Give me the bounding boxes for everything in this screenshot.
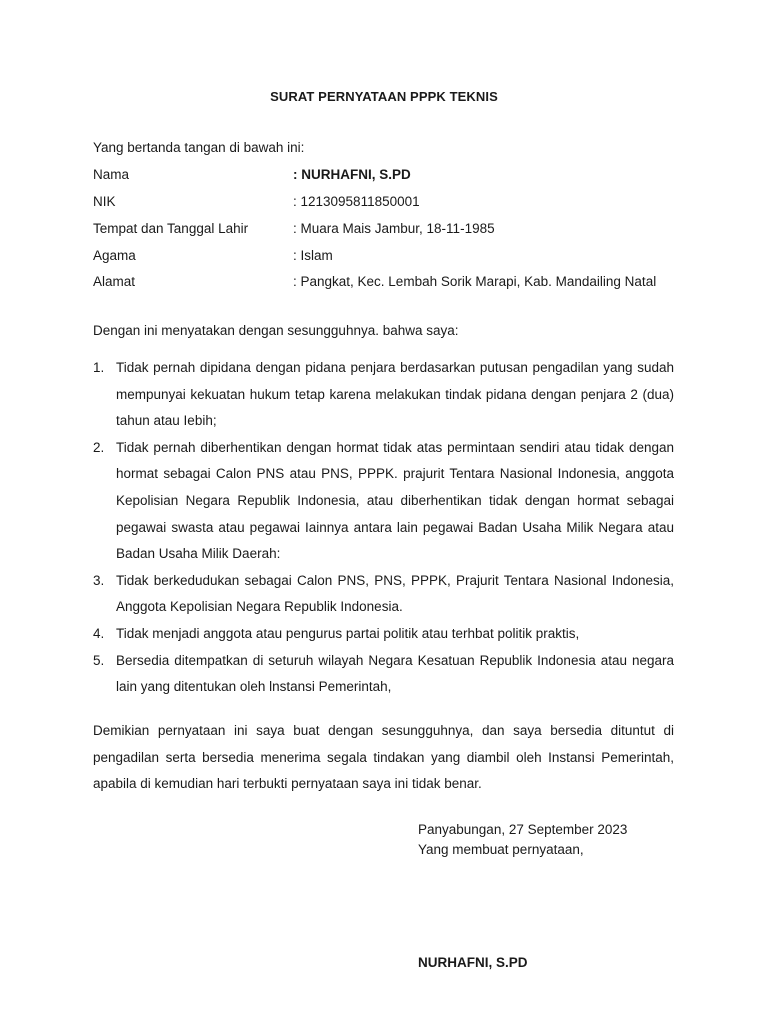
- field-value: : NURHAFNI, S.PD: [293, 167, 411, 182]
- field-value: : 1213095811850001: [293, 194, 420, 209]
- list-item-text: Tidak berkedudukan sebagai Calon PNS, PNS, PPPK, Prajurit Tentara Nasional Indonesia, Anggota Kepolisian Negara Republik Indonesia.: [116, 572, 674, 615]
- intro-text: Yang bertanda tangan di bawah ini:: [93, 140, 305, 155]
- statement-list: [93, 355, 674, 701]
- field-value: : Muara Mais Jambur, 18-11-1985: [293, 221, 495, 236]
- list-item-text: Tidak menjadi anggota atau pengurus partai politik atau terhbat politik praktis,: [116, 625, 580, 641]
- signature-name: NURHAFNI, S.PD: [418, 955, 528, 970]
- list-item: [93, 648, 674, 701]
- list-item: [93, 621, 674, 648]
- field-value: : Pangkat, Kec. Lembah Sorik Marapi, Kab. Mandailing Natal: [293, 274, 657, 289]
- closing-paragraph: Demikian pernyataan ini saya buat dengan sesungguhnya, dan saya bersedia dituntut di pengadilan serta bersedia menerima segala tindakan yang diambil oleh Instansi Pemerintah, apabila di kemudian hari terbukti pernyataan saya ini tidak benar.: [93, 723, 674, 792]
- statement-text: Dengan ini menyatakan dengan sesungguhnya. bahwa saya:: [93, 323, 459, 338]
- document-title: SURAT PERNYATAAN PPPK TEKNIS: [270, 89, 498, 104]
- list-item-text: Tidak pernah diberhentikan dengan hormat tidak atas permintaan sendiri atau tidak dengan hormat sebagai Calon PNS atau PNS, PPPK. prajurit Tentara Nasional Indonesia, anggota Kepolisian Negara Republik Indonesia, atau diberhentikan tidak dengan hormat sebagai pegawai swasta atau pegawai Iainnya antara lain pegawai Badan Usaha Milik Negara atau Badan Usaha Milik Daerah:: [116, 439, 674, 562]
- list-item-text: Tidak pernah dipidana dengan pidana penjara berdasarkan putusan pengadilan yang sudah mempunyai kekuatan hukum tetap karena melakukan tindak pidana dengan penjara 2 (dua) tahun atau Iebih;: [116, 360, 674, 429]
- list-item-number: 5.: [93, 652, 105, 668]
- field-label: Alamat: [93, 274, 136, 289]
- signature-place-date: Panyabungan, 27 September 2023: [418, 822, 628, 837]
- list-item-number: 2.: [93, 439, 105, 455]
- field-label: Agama: [93, 248, 136, 263]
- field-label: NIK: [93, 194, 116, 209]
- field-label: Tempat dan Tanggal Lahir: [93, 221, 249, 236]
- list-item: [93, 355, 674, 435]
- list-item: [93, 435, 674, 568]
- list-item-number: 1.: [93, 360, 105, 375]
- field-label: Nama: [93, 167, 130, 182]
- list-item: [93, 568, 674, 621]
- list-item-text: Bersedia ditempatkan di seturuh wilayah Negara Kesatuan Republik Indonesia atau negara lain yang ditentukan oleh lnstansi Pemerintah,: [116, 652, 674, 695]
- signature-role: Yang membuat pernyataan,: [418, 842, 584, 857]
- list-item-number: 3.: [93, 572, 105, 588]
- list-item-number: 4.: [93, 625, 105, 641]
- field-value: : Islam: [293, 248, 333, 263]
